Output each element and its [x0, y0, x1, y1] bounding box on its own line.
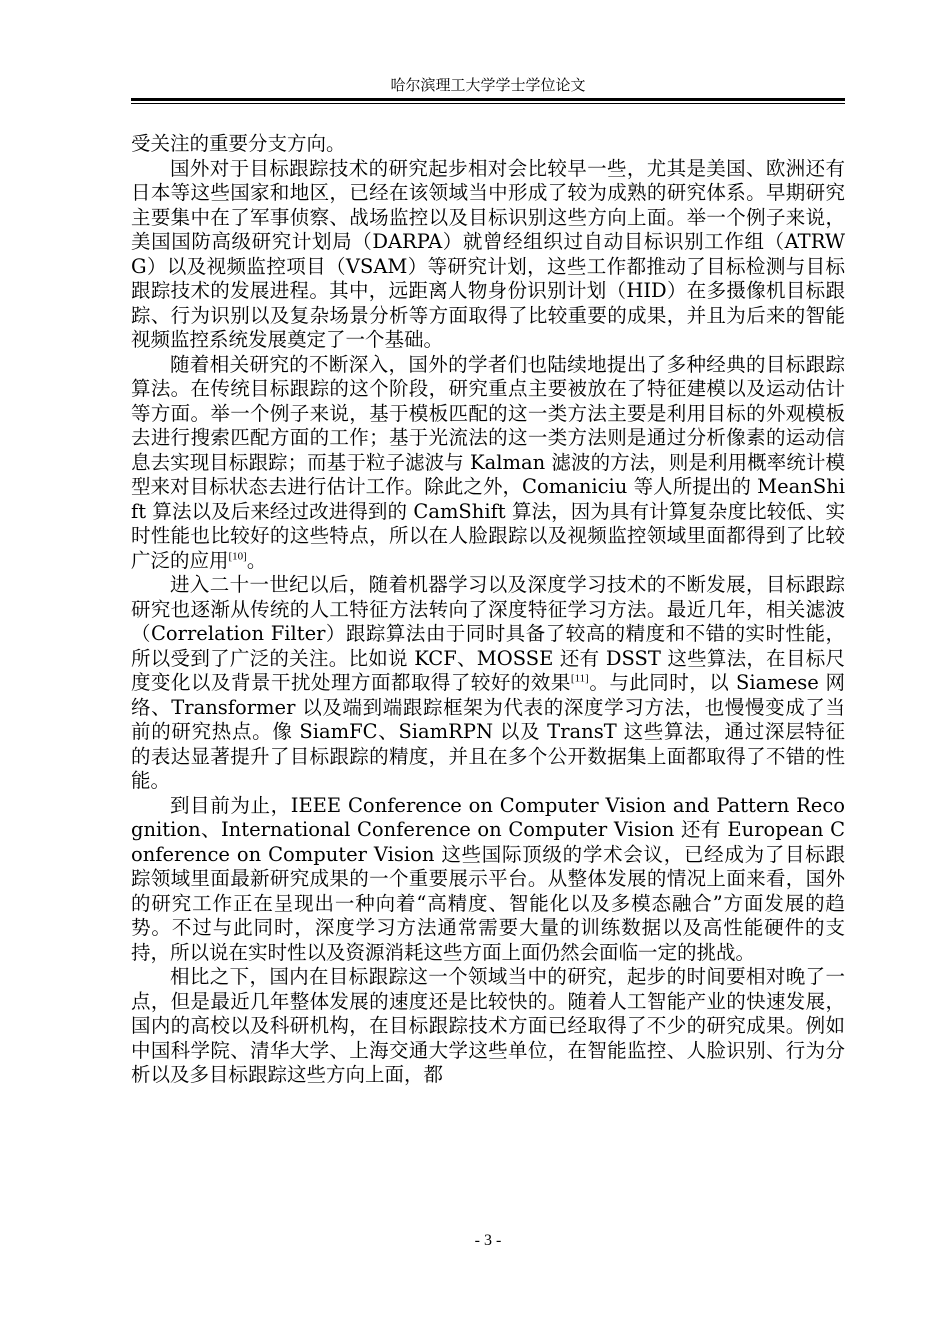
body-text	[131, 132, 845, 1088]
paragraph-2	[131, 157, 845, 353]
running-header: 哈尔滨理工大学学士学位论文	[390, 76, 586, 94]
header-rule-thick	[131, 98, 845, 101]
paragraph-6	[131, 965, 845, 1088]
page-number: - 3 -	[474, 1232, 502, 1249]
header-rule-thin	[131, 103, 845, 104]
paragraph-4	[131, 573, 845, 794]
paragraph-1	[131, 132, 845, 157]
paragraph-3	[131, 353, 845, 574]
paragraph-5-text: 到目前为止，IEEE Conference on Computer Vision and Pattern Recognition、International Conference on Computer Vision 还有 European Conference on Computer Vision 这些国际顶级的学术会议，已经成为了目标跟踪领域里面最新研究成果的一个重要展示平台。从整体发展的情况上面来看，国外的研究工作正在呈现出一种向着“高精度、智能化以及多模态融合”方面发展的趋势。不过与此同时，深度学习方法通常需要大量的训练数据以及高性能硬件的支持，所以说在实时性以及资源消耗这些方面上面仍然会面临一定的挑战。	[131, 793, 845, 964]
paragraph-4-continued: 。与此同时，以 Siamese 网络、Transformer 以及端到端跟踪框架为代表的深度学习方法，也慢慢变成了当前的研究热点。像 SiamFC、SiamRPN 以及 TransT 这些算法，通过深层特征的表达显著提升了目标跟踪的精度，并且在多个公开数据集上面都取得了不错的性能。	[131, 671, 845, 792]
paragraph-5	[131, 794, 845, 966]
paragraph-4-text: 进入二十一世纪以后，随着机器学习以及深度学习技术的不断发展，目标跟踪研究也逐渐从传统的人工特征方法转向了深度特征学习方法。最近几年，相关滤波（Correlation Filter）跟踪算法由于同时具备了较高的精度和不错的实时性能，所以受到了广泛的关注。比如说 KCF、MOSSE 还有 DSST 这些算法，在目标尺度变化以及背景干扰处理方面都取得了较好的效果	[131, 573, 845, 694]
paragraph-6-text: 相比之下，国内在目标跟踪这一个领域当中的研究，起步的时间要相对晚了一点，但是最近几年整体发展的速度还是比较快的。随着人工智能产业的快速发展，国内的高校以及科研机构，在目标跟踪技术方面已经取得了不少的研究成果。例如中国科学院、清华大学、上海交通大学这些单位，在智能监控、人脸识别、行为分析以及多目标跟踪这些方向上面，都	[131, 965, 845, 1086]
paragraph-1-text: 受关注的重要分支方向。	[131, 132, 346, 155]
paragraph-3-text: 随着相关研究的不断深入，国外的学者们也陆续地提出了多种经典的目标跟踪算法。在传统目标跟踪的这个阶段，研究重点主要被放在了特征建模以及运动估计等方面。举一个例子来说，基于模板匹配的这一类方法主要是利用目标的外观模板去进行搜索匹配方面的工作；基于光流法的这一类方法则是通过分析像素的运动信息去实现目标跟踪；而基于粒子滤波与 Kalman 滤波的方法，则是利用概率统计模型来对目标状态去进行估计工作。除此之外，Comaniciu 等人所提出的 MeanShift 算法以及后来经过改进得到的 CamShift 算法，因为具有计算复杂度比较低、实时性能也比较好的这些特点，所以在人脸跟踪以及视频监控领域里面都得到了比较广泛的应用	[131, 352, 845, 572]
paragraph-3-end: 。	[246, 548, 267, 572]
citation-10: [10]	[228, 550, 247, 562]
paragraph-2-text: 国外对于目标跟踪技术的研究起步相对会比较早一些，尤其是美国、欧洲还有日本等这些国家和地区，已经在该领域当中形成了较为成熟的研究体系。早期研究主要集中在了军事侦察、战场监控以及目标识别这些方向上面。举一个例子来说，美国国防高级研究计划局（DARPA）就曾经组织过自动目标识别工作组（ATRWG）以及视频监控项目（VSAM）等研究计划，这些工作都推动了目标检测与目标跟踪技术的发展进程。其中，远距离人物身份识别计划（HID）在多摄像机目标跟踪、行为识别以及复杂场景分析等方面取得了比较重要的成果，并且为后来的智能视频监控系统发展奠定了一个基础。	[131, 156, 845, 351]
citation-11: [11]	[570, 672, 589, 685]
